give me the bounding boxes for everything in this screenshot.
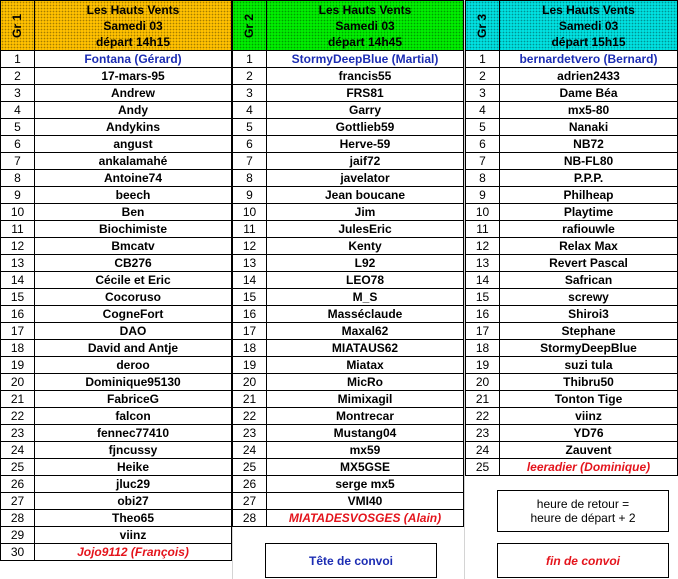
member-name: Masséclaude	[327, 307, 403, 321]
row-number: 1	[1, 51, 35, 67]
member-name: Gottlieb59	[335, 120, 395, 134]
member-name: Biochimiste	[98, 222, 167, 236]
group-title-line-3: départ 14h45	[327, 34, 403, 49]
table-row	[0, 51, 232, 68]
row-number: 23	[233, 425, 267, 441]
member-name: David and Antje	[87, 341, 179, 355]
member-name: M_S	[352, 290, 378, 304]
table-row	[465, 119, 678, 136]
table-row	[0, 255, 232, 272]
group-tag	[466, 1, 500, 50]
row-number: 19	[466, 357, 500, 373]
row-number: 22	[1, 408, 35, 424]
row-number: 3	[233, 85, 267, 101]
row-number: 12	[1, 238, 35, 254]
table-row	[0, 442, 232, 459]
group-tag	[233, 1, 267, 50]
group-tag-label: Gr 1	[10, 13, 25, 38]
table-row	[465, 51, 678, 68]
return-time-line-2: heure de départ + 2	[530, 511, 636, 525]
table-row	[232, 289, 464, 306]
table-row	[0, 391, 232, 408]
table-row	[465, 391, 678, 408]
member-name: screwy	[568, 290, 609, 304]
member-name: suzi tula	[564, 358, 613, 372]
row-number: 3	[466, 85, 500, 101]
table-row	[0, 204, 232, 221]
table-row	[232, 102, 464, 119]
member-name: L92	[354, 256, 376, 270]
row-number: 23	[466, 425, 500, 441]
table-row	[0, 544, 232, 561]
table-row	[232, 459, 464, 476]
member-name: jluc29	[115, 477, 151, 491]
row-number: 7	[233, 153, 267, 169]
member-name: mx5-80	[567, 103, 610, 117]
table-row	[0, 527, 232, 544]
row-number: 9	[466, 187, 500, 203]
row-number: 10	[1, 204, 35, 220]
member-name: Shiroi3	[568, 307, 609, 321]
table-row	[0, 221, 232, 238]
group-header	[465, 0, 678, 51]
member-name: Zauvent	[565, 443, 612, 457]
row-number: 13	[233, 255, 267, 271]
member-name: Dame Béa	[559, 86, 618, 100]
row-number: 16	[233, 306, 267, 322]
member-name: Herve-59	[339, 137, 391, 151]
group-title-line-2: Samedi 03	[558, 18, 619, 33]
group-title-line-2: Samedi 03	[335, 18, 395, 33]
table-row	[232, 323, 464, 340]
row-number: 13	[466, 255, 500, 271]
row-number: 11	[466, 221, 500, 237]
row-number: 21	[233, 391, 267, 407]
member-name: Mustang04	[333, 426, 397, 440]
table-row	[465, 408, 678, 425]
member-name: MIATADESVOSGES (Alain)	[288, 511, 442, 525]
table-row	[0, 425, 232, 442]
row-number: 29	[1, 527, 35, 543]
row-number: 27	[1, 493, 35, 509]
row-number: 26	[233, 476, 267, 492]
table-row	[232, 357, 464, 374]
member-name: CogneFort	[102, 307, 164, 321]
row-number: 22	[233, 408, 267, 424]
row-number: 12	[466, 238, 500, 254]
member-name: FabriceG	[106, 392, 160, 406]
row-number: 1	[233, 51, 267, 67]
row-number: 4	[233, 102, 267, 118]
member-name: Andykins	[105, 120, 160, 134]
row-number: 8	[1, 170, 35, 186]
member-name: Heike	[116, 460, 150, 474]
row-number: 28	[1, 510, 35, 526]
row-number: 4	[466, 102, 500, 118]
table-row	[232, 136, 464, 153]
member-name: StormyDeepBlue (Martial)	[291, 52, 439, 66]
table-row	[232, 170, 464, 187]
table-row	[0, 136, 232, 153]
row-number: 7	[466, 153, 500, 169]
member-name: JulesEric	[338, 222, 392, 236]
table-row	[0, 493, 232, 510]
member-name: MX5GSE	[339, 460, 390, 474]
member-name: VMI40	[347, 494, 383, 508]
table-row	[465, 306, 678, 323]
row-number: 18	[466, 340, 500, 356]
table-row	[465, 442, 678, 459]
row-number: 6	[466, 136, 500, 152]
member-name: MIATAUS62	[331, 341, 399, 355]
row-number: 25	[1, 459, 35, 475]
convoy-tail-legend	[497, 543, 669, 578]
member-name: Tonton Tige	[554, 392, 623, 406]
group-title	[35, 1, 231, 50]
member-name: Cocoruso	[104, 290, 161, 304]
row-number: 17	[233, 323, 267, 339]
table-row	[232, 187, 464, 204]
member-name: beech	[115, 188, 151, 202]
member-name: javelator	[340, 171, 390, 185]
row-number: 5	[466, 119, 500, 135]
row-number: 23	[1, 425, 35, 441]
table-row	[465, 425, 678, 442]
row-number: 16	[466, 306, 500, 322]
row-number: 6	[233, 136, 267, 152]
row-number: 9	[1, 187, 35, 203]
row-number: 8	[466, 170, 500, 186]
row-number: 3	[1, 85, 35, 101]
member-name: angust	[113, 137, 153, 151]
member-name: Garry	[348, 103, 382, 117]
table-row	[0, 68, 232, 85]
member-name: deroo	[116, 358, 150, 372]
table-row	[465, 272, 678, 289]
row-number: 10	[466, 204, 500, 220]
row-number: 17	[1, 323, 35, 339]
group-tag-label: Gr 2	[242, 13, 257, 38]
table-row	[465, 459, 678, 476]
table-row	[465, 153, 678, 170]
member-name: ankalamahé	[98, 154, 168, 168]
table-row	[0, 187, 232, 204]
member-name: rafiouwle	[562, 222, 615, 236]
table-row	[0, 289, 232, 306]
group-2-table	[232, 0, 464, 527]
table-row	[0, 408, 232, 425]
table-row	[0, 323, 232, 340]
table-row	[0, 459, 232, 476]
row-number: 10	[233, 204, 267, 220]
group-1-table	[0, 0, 232, 561]
table-row	[465, 255, 678, 272]
table-row	[465, 289, 678, 306]
table-row	[232, 442, 464, 459]
member-name: Montrecar	[335, 409, 394, 423]
group-title-line-3: départ 14h15	[95, 34, 171, 49]
row-number: 25	[233, 459, 267, 475]
table-row	[232, 391, 464, 408]
row-number: 20	[233, 374, 267, 390]
member-name: mx59	[349, 443, 381, 457]
group-tag	[1, 1, 35, 50]
member-name: adrien2433	[557, 69, 620, 83]
table-row	[232, 221, 464, 238]
table-row	[232, 408, 464, 425]
row-number: 22	[466, 408, 500, 424]
member-name: Bmcatv	[111, 239, 155, 253]
member-name: Jojo9112 (François)	[77, 545, 189, 559]
row-number: 14	[466, 272, 500, 288]
table-row	[232, 204, 464, 221]
member-name: Philheap	[563, 188, 614, 202]
group-3-table	[465, 0, 678, 476]
table-row	[232, 68, 464, 85]
group-tag-label: Gr 3	[475, 13, 490, 38]
row-number: 9	[233, 187, 267, 203]
table-row	[465, 238, 678, 255]
row-number: 12	[233, 238, 267, 254]
row-number: 14	[233, 272, 267, 288]
member-name: serge mx5	[335, 477, 395, 491]
member-name: Miatax	[346, 358, 384, 372]
member-name: leeradier (Dominique)	[526, 460, 651, 474]
row-number: 2	[233, 68, 267, 84]
group-title-line-1: Les Hauts Vents	[86, 2, 180, 17]
row-number: 2	[1, 68, 35, 84]
member-name: MicRo	[347, 375, 383, 389]
member-name: Jim	[354, 205, 376, 219]
member-name: Dominique95130	[85, 375, 181, 389]
row-number: 1	[466, 51, 500, 67]
table-row	[232, 238, 464, 255]
row-number: 11	[233, 221, 267, 237]
table-row	[232, 476, 464, 493]
member-name: NB72	[573, 137, 604, 151]
row-number: 4	[1, 102, 35, 118]
member-name: Revert Pascal	[549, 256, 628, 270]
table-row	[232, 51, 464, 68]
row-number: 15	[466, 289, 500, 305]
table-row	[0, 119, 232, 136]
table-row	[0, 357, 232, 374]
table-row	[232, 153, 464, 170]
row-number: 26	[1, 476, 35, 492]
row-number: 27	[233, 493, 267, 509]
member-name: NB-FL80	[563, 154, 614, 168]
row-number: 8	[233, 170, 267, 186]
table-row	[232, 306, 464, 323]
row-number: 28	[233, 510, 267, 526]
group-title	[500, 1, 677, 50]
member-name: Mimixagil	[337, 392, 393, 406]
row-number: 15	[1, 289, 35, 305]
table-row	[465, 323, 678, 340]
row-number: 21	[466, 391, 500, 407]
table-row	[0, 170, 232, 187]
table-row	[232, 85, 464, 102]
row-number: 2	[466, 68, 500, 84]
table-row	[465, 68, 678, 85]
table-row	[465, 221, 678, 238]
table-row	[465, 340, 678, 357]
row-number: 19	[1, 357, 35, 373]
return-time-note	[497, 490, 669, 532]
row-number: 14	[1, 272, 35, 288]
table-row	[465, 357, 678, 374]
member-name: viinz	[575, 409, 602, 423]
group-title-line-1: Les Hauts Vents	[542, 2, 635, 17]
group-header	[232, 0, 464, 51]
member-name: 17-mars-95	[101, 69, 165, 83]
member-name: Kenty	[348, 239, 382, 253]
row-number: 16	[1, 306, 35, 322]
row-number: 5	[1, 119, 35, 135]
return-time-line-1: heure de retour =	[536, 497, 630, 511]
group-title-line-3: départ 15h15	[551, 34, 626, 49]
row-number: 19	[233, 357, 267, 373]
table-row	[0, 510, 232, 527]
convoy-head-label: Tête de convoi	[308, 553, 394, 568]
table-row	[465, 136, 678, 153]
member-name: Fontana (Gérard)	[84, 52, 182, 66]
table-row	[0, 374, 232, 391]
table-row	[232, 510, 464, 527]
row-number: 6	[1, 136, 35, 152]
row-number: 25	[466, 459, 500, 475]
row-number: 24	[1, 442, 35, 458]
member-name: Jean boucane	[324, 188, 406, 202]
row-number: 5	[233, 119, 267, 135]
member-name: fennec77410	[96, 426, 170, 440]
group-title-line-1: Les Hauts Vents	[318, 2, 412, 17]
row-number: 17	[466, 323, 500, 339]
table-row	[0, 85, 232, 102]
row-number: 24	[233, 442, 267, 458]
member-name: Theo65	[111, 511, 154, 525]
member-name: Ben	[121, 205, 145, 219]
table-row	[465, 204, 678, 221]
member-name: StormyDeepBlue	[540, 341, 637, 355]
member-name: LEO78	[345, 273, 384, 287]
table-row	[232, 119, 464, 136]
row-number: 15	[233, 289, 267, 305]
table-row	[232, 425, 464, 442]
member-name: YD76	[573, 426, 604, 440]
group-title-line-2: Samedi 03	[103, 18, 163, 33]
member-name: bernardetvero (Bernard)	[519, 52, 658, 66]
table-row	[0, 306, 232, 323]
member-name: fjncussy	[108, 443, 158, 457]
table-row	[465, 85, 678, 102]
group-header	[0, 0, 232, 51]
member-name: Maxal62	[341, 324, 389, 338]
table-row	[232, 255, 464, 272]
row-number: 20	[466, 374, 500, 390]
table-row	[0, 340, 232, 357]
member-name: francis55	[338, 69, 392, 83]
member-name: Cécile et Eric	[95, 273, 171, 287]
table-row	[232, 493, 464, 510]
table-row	[232, 374, 464, 391]
table-row	[465, 102, 678, 119]
member-name: obi27	[117, 494, 149, 508]
table-row	[232, 272, 464, 289]
convoy-head-legend	[265, 543, 437, 578]
member-name: Andy	[118, 103, 148, 117]
member-name: P.P.P.	[573, 171, 604, 185]
table-row	[0, 476, 232, 493]
row-number: 13	[1, 255, 35, 271]
member-name: Playtime	[563, 205, 614, 219]
table-row	[465, 187, 678, 204]
member-name: jaif72	[349, 154, 381, 168]
row-number: 30	[1, 544, 35, 560]
row-number: 24	[466, 442, 500, 458]
member-name: viinz	[119, 528, 147, 542]
member-name: Stephane	[561, 324, 616, 338]
member-name: FRS81	[346, 86, 384, 100]
member-name: DAO	[119, 324, 147, 338]
row-number: 20	[1, 374, 35, 390]
table-row	[0, 272, 232, 289]
row-number: 18	[1, 340, 35, 356]
member-name: Relax Max	[559, 239, 618, 253]
table-row	[0, 153, 232, 170]
member-name: Safrican	[564, 273, 613, 287]
member-name: CB276	[114, 256, 152, 270]
table-row	[465, 170, 678, 187]
convoy-tail-label: fin de convoi	[545, 553, 620, 568]
row-number: 18	[233, 340, 267, 356]
table-row	[0, 238, 232, 255]
member-name: falcon	[115, 409, 151, 423]
row-number: 11	[1, 221, 35, 237]
row-number: 7	[1, 153, 35, 169]
table-row	[465, 374, 678, 391]
table-row	[0, 102, 232, 119]
member-name: Thibru50	[563, 375, 614, 389]
group-title	[267, 1, 463, 50]
member-name: Nanaki	[568, 120, 609, 134]
member-name: Antoine74	[103, 171, 162, 185]
row-number: 21	[1, 391, 35, 407]
member-name: Andrew	[110, 86, 155, 100]
table-row	[232, 340, 464, 357]
